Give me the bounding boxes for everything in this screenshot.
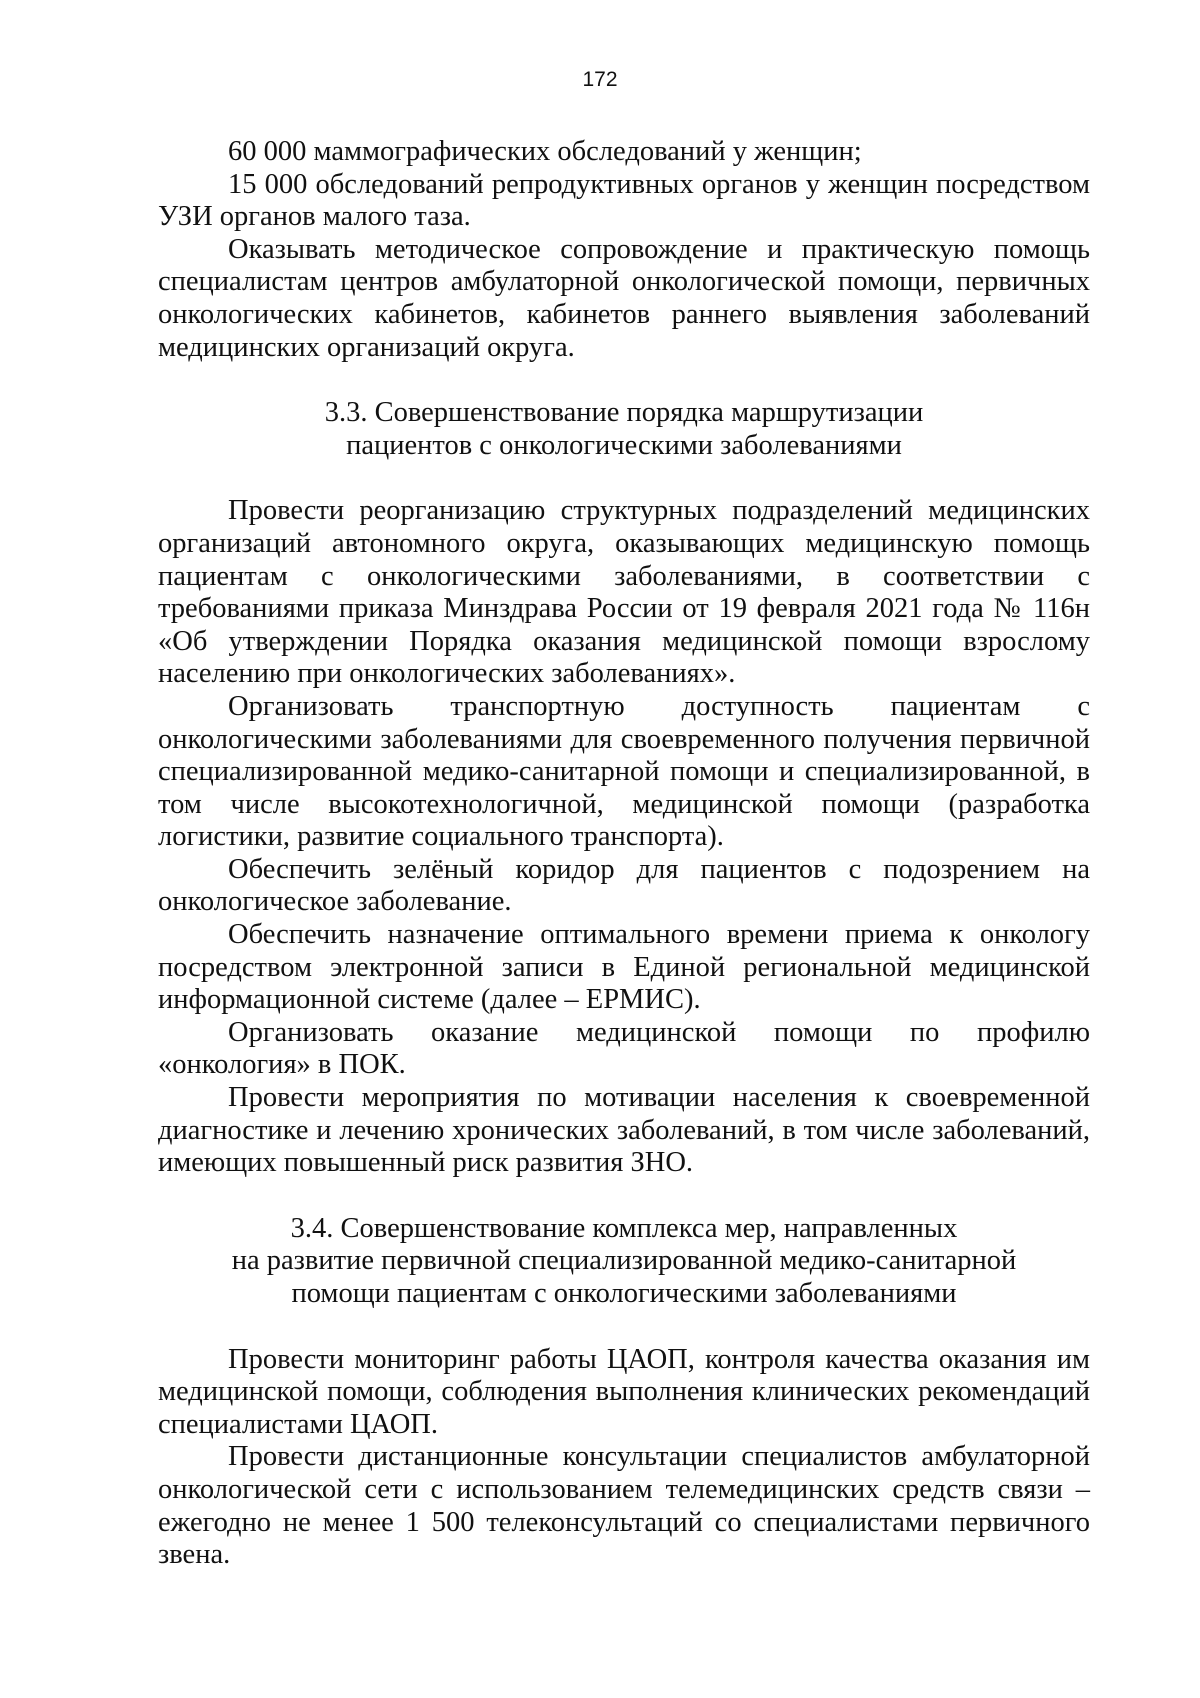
paragraph: Обеспечить зелёный коридор для пациентов с подозрением на онкологическое заболевание. — [158, 853, 1090, 918]
paragraph: Провести мониторинг работы ЦАОП, контроля качества оказания им медицинской помощи, соблюдения выполнения клинических рекомендаций специалистами ЦАОП. — [158, 1343, 1090, 1440]
paragraph: 15 000 обследований репродуктивных органов у женщин посредством УЗИ органов малого таза. — [158, 168, 1090, 233]
heading-line: 3.4. Совершенствование комплекса мер, направленных — [290, 1212, 958, 1244]
paragraph: Организовать транспортную доступность пациентам с онкологическими заболеваниями для своевременного получения первичной специализированной медико-санитарной помощи и специализированной, в том числе высокотехнологичной, медицинской помощи (разработка логистики, развитие социального транспорта). — [158, 690, 1090, 853]
document-body — [158, 136, 1090, 1572]
heading-line: помощи пациентам с онкологическими заболеваниями — [291, 1278, 957, 1309]
heading-line: 3.3. Совершенствование порядка маршрутизации — [324, 397, 924, 429]
spacer — [158, 1180, 1090, 1213]
section-3-3-heading — [158, 397, 1090, 462]
heading-line: пациентов с онкологическими заболеваниями — [346, 429, 902, 461]
section-3-4-heading — [158, 1213, 1090, 1311]
paragraph: Обеспечить назначение оптимального времени приема к онкологу посредством электронной записи в Единой региональной медицинской информационной системе (далее – ЕРМИС). — [158, 919, 1090, 1016]
paragraph: Провести мероприятия по мотивации населения к своевременной диагностике и лечению хронических заболеваний, в том числе заболеваний, имеющих повышенный риск развития ЗНО. — [158, 1082, 1090, 1179]
spacer — [158, 1311, 1090, 1344]
paragraph: Оказывать методическое сопровождение и практическую помощь специалистам центров амбулаторной онкологической помощи, первичных онкологических кабинетов, кабинетов раннего выявления заболеваний медицинских организаций округа. — [158, 233, 1090, 363]
heading-line: на развитие первичной специализированной медико-санитарной — [231, 1245, 1017, 1277]
paragraph: Организовать оказание медицинской помощи по профилю «онкология» в ПОК. — [158, 1016, 1090, 1081]
paragraph: Провести дистанционные консультации специалистов амбулаторной онкологической сети с использованием телемедицинских средств связи – ежегодно не менее 1 500 телеконсультаций со специалистами первичного звена. — [158, 1441, 1090, 1571]
paragraph: 60 000 маммографических обследований у женщин; — [228, 136, 862, 167]
spacer — [158, 462, 1090, 495]
paragraph: Провести реорганизацию структурных подразделений медицинских организаций автономного округа, оказывающих медицинскую помощь пациентам с онкологическими заболеваниями, в соответствии с требованиями приказа Минздрава России от 19 февраля 2021 года № 116н «Об утверждении Порядка оказания медицинской помощи взрослому населению при онкологических заболеваниях». — [158, 495, 1090, 690]
spacer — [158, 364, 1090, 397]
page-number: 172 — [582, 68, 618, 91]
